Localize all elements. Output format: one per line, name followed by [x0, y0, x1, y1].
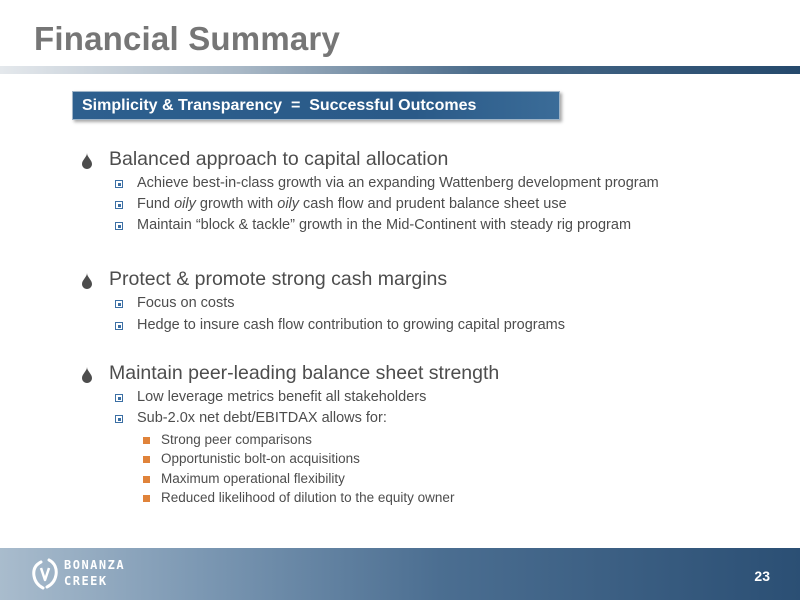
sub-list-item-text: Strong peer comparisons	[161, 432, 312, 447]
drop-icon	[81, 273, 93, 289]
sub-list-item-text: Reduced likelihood of dilution to the equity owner	[161, 490, 455, 505]
text-run: growth with	[195, 196, 278, 212]
sub-list-item-text: Opportunistic bolt-on acquisitions	[161, 451, 360, 466]
emphasis-text: oily	[277, 196, 300, 212]
page-number: 23	[754, 568, 770, 584]
square-bullet-icon	[115, 394, 123, 402]
list-item-text: Sub-2.0x net debt/EBITDAX allows for:	[137, 410, 387, 426]
list-item-text: Achieve best-in-class growth via an expanding Wattenberg development program	[137, 175, 659, 191]
banner-text: Simplicity & Transparency = Successful Outcomes	[82, 97, 477, 114]
text-run: Fund	[137, 196, 175, 212]
orange-square-icon	[143, 495, 150, 502]
banner	[72, 91, 560, 120]
list-item-text: Focus on costs	[137, 295, 235, 311]
square-bullet-icon	[115, 322, 123, 330]
list-item-text: Low leverage metrics benefit all stakeholders	[137, 389, 427, 405]
logo-wordmark-line1: BONANZA	[64, 558, 126, 572]
square-bullet-icon	[115, 222, 123, 230]
list-item-text	[137, 196, 567, 212]
list-item-text: Hedge to insure cash flow contribution to growing capital programs	[137, 317, 565, 333]
sub-list-item-text: Maximum operational flexibility	[161, 471, 345, 486]
orange-square-icon	[143, 456, 150, 463]
section-heading: Maintain peer-leading balance sheet strength	[109, 362, 500, 384]
section-heading: Balanced approach to capital allocation	[109, 148, 449, 170]
logo-wordmark-line2: CREEK	[64, 574, 108, 588]
drop-icon	[81, 367, 93, 383]
square-bullet-icon	[115, 300, 123, 308]
bonanza-creek-logo-icon	[32, 558, 58, 590]
list-item-text: Maintain “block & tackle” growth in the Mid-Continent with steady rig program	[137, 217, 632, 233]
square-bullet-icon	[115, 180, 123, 188]
emphasis-text: oily	[174, 196, 196, 212]
title-rule	[0, 66, 800, 74]
drop-icon	[81, 153, 93, 169]
square-bullet-icon	[115, 415, 123, 423]
orange-square-icon	[143, 437, 150, 444]
square-bullet-icon	[115, 201, 123, 209]
text-run: cash flow and prudent balance sheet use	[299, 196, 567, 212]
footer-bar	[0, 548, 800, 600]
slide-title: Financial Summary	[34, 20, 341, 57]
orange-square-icon	[143, 476, 150, 483]
section-heading: Protect & promote strong cash margins	[109, 268, 448, 290]
